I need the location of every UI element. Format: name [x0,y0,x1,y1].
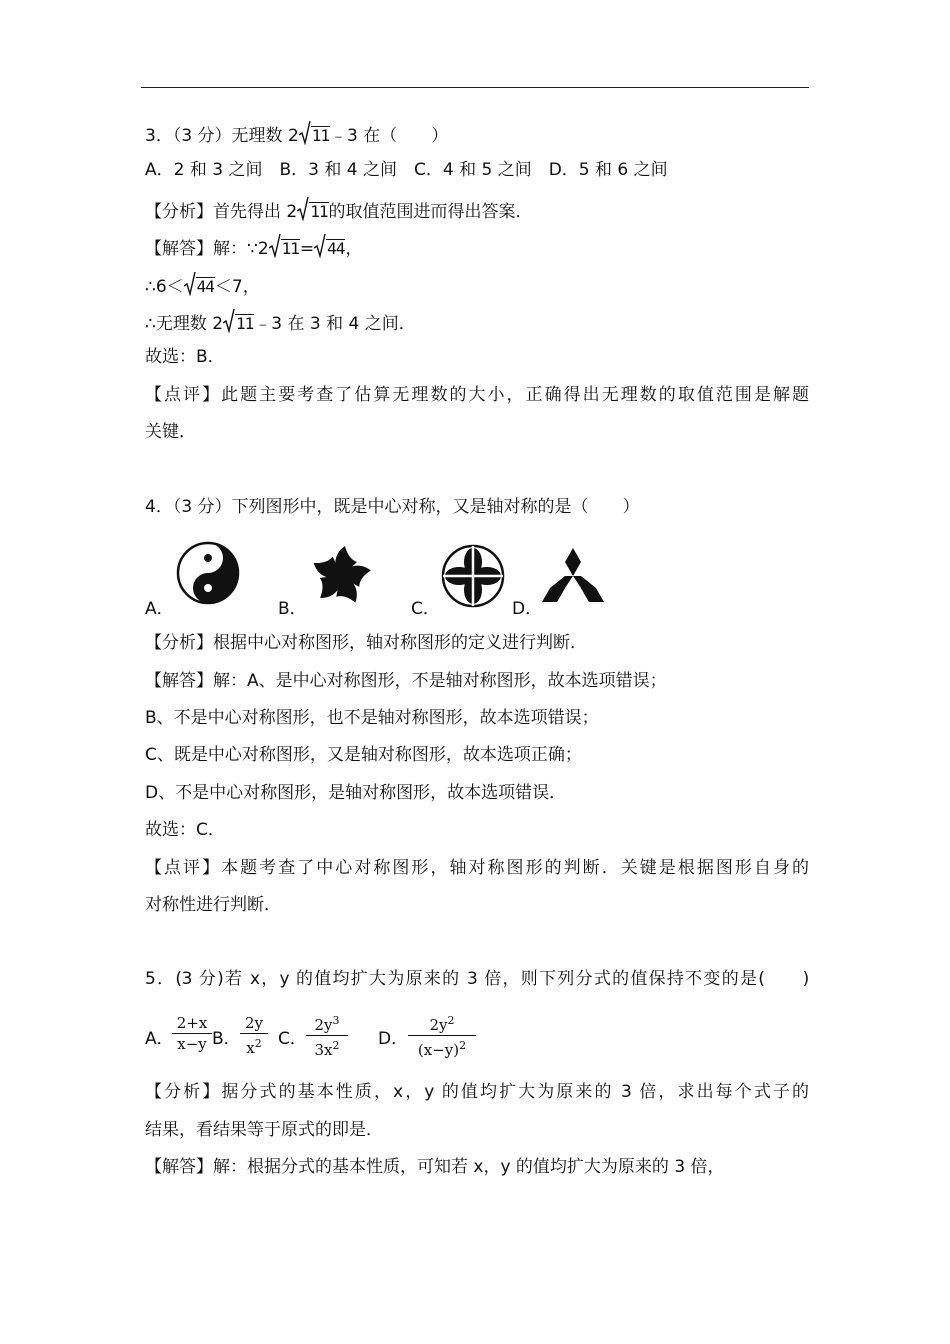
q3-options: A．2 和 3 之间 B．3 和 4 之间 C．4 和 5 之间 D．5 和 6 之间 [145,160,668,180]
q4-solution-line-2: B、不是中心对称图形，也不是轴对称图形，故本选项错误； [145,708,599,728]
q4-comment-line-1: 【点评】本题考查了中心对称图形，轴对称图形的判断．关键是根据图形自身的 [145,858,809,878]
q5-fraction-d: $2y^2$ $(x-y)^2$ [408,1012,476,1059]
yin-yang-icon [175,540,241,606]
q4-stem: 4．（3 分）下列图形中，既是中心对称，又是轴对称的是（ ） [145,497,640,517]
q3-step-3: ∴无理数 2 11 ﹣3 在 3 和 4 之间． [145,309,416,335]
circle-cross-icon [440,543,506,609]
q3-step-2: ∴6＜ 44 ＜7， [145,272,260,298]
q5-fraction-b: 2y $x^2$ [240,1014,268,1057]
q5-option-d-label: D． [378,1029,409,1049]
q5-analysis-line-1: 【分析】据分式的基本性质，x，y 的值均扩大为原来的 3 倍，求出每个式子的 [145,1082,809,1102]
pinwheel-icon [308,543,374,609]
sqrt-icon: 11 [299,121,330,145]
sqrt-icon: 44 [184,272,215,296]
q5-stem: 5．(3 分)若 x，y 的值均扩大为原来的 3 倍，则下列分式的值保持不变的是( ) [145,969,809,989]
q5-solution-line-1: 【解答】解：根据分式的基本性质，可知若 x，y 的值均扩大为原来的 3 倍， [145,1157,725,1177]
q4-option-b-label: B． [278,599,307,619]
q3-stem: 3．（3 分）无理数 2 11 ﹣3 在（ ） [145,121,448,147]
q3-analysis: 【分析】首先得出 2 11 的取值范围进而得出答案． [145,197,533,223]
q4-solution-line-3: C、既是中心对称图形，又是轴对称图形，故本选项正确； [145,745,582,765]
q5-option-b-label: B． [212,1029,241,1049]
q5-analysis-line-2: 结果，看结果等于原式的即是． [145,1120,383,1140]
q3-choice: 故选：B． [145,347,225,367]
q4-option-c-label: C． [411,599,440,619]
q4-solution-line-1: 【解答】解：A、是中心对称图形，不是轴对称图形，故本选项错误； [145,671,667,691]
sqrt-icon: 11 [223,309,254,333]
q3-solution: 【解答】解：∵2 11 = 44 ， [145,234,362,260]
q4-analysis: 【分析】根据中心对称图形，轴对称图形的定义进行判断． [145,633,587,653]
q4-comment-line-2: 对称性进行判断． [145,895,281,915]
q5-option-c-label: C． [278,1029,307,1049]
q5-fraction-c: $2y^3$ $3x^2$ [306,1012,348,1059]
q3-comment-line-2: 关键． [145,422,196,442]
mitsubishi-icon [542,548,604,604]
q4-choice: 故选：C． [145,820,225,840]
sqrt-icon: 44 [314,234,345,258]
q4-solution-line-4: D、不是中心对称图形，是轴对称图形，故本选项错误． [145,783,567,803]
sqrt-icon: 11 [297,197,328,221]
q5-option-a-label: A． [145,1029,174,1049]
q4-option-d-label: D． [512,599,543,619]
header-rule [141,87,809,88]
q3-comment-line-1: 【点评】此题主要考查了估算无理数的大小，正确得出无理数的取值范围是解题 [145,385,809,405]
sqrt-icon: 11 [269,234,300,258]
q5-fraction-a: 2+x x−y [172,1014,212,1053]
q4-option-a-label: A． [145,599,174,619]
